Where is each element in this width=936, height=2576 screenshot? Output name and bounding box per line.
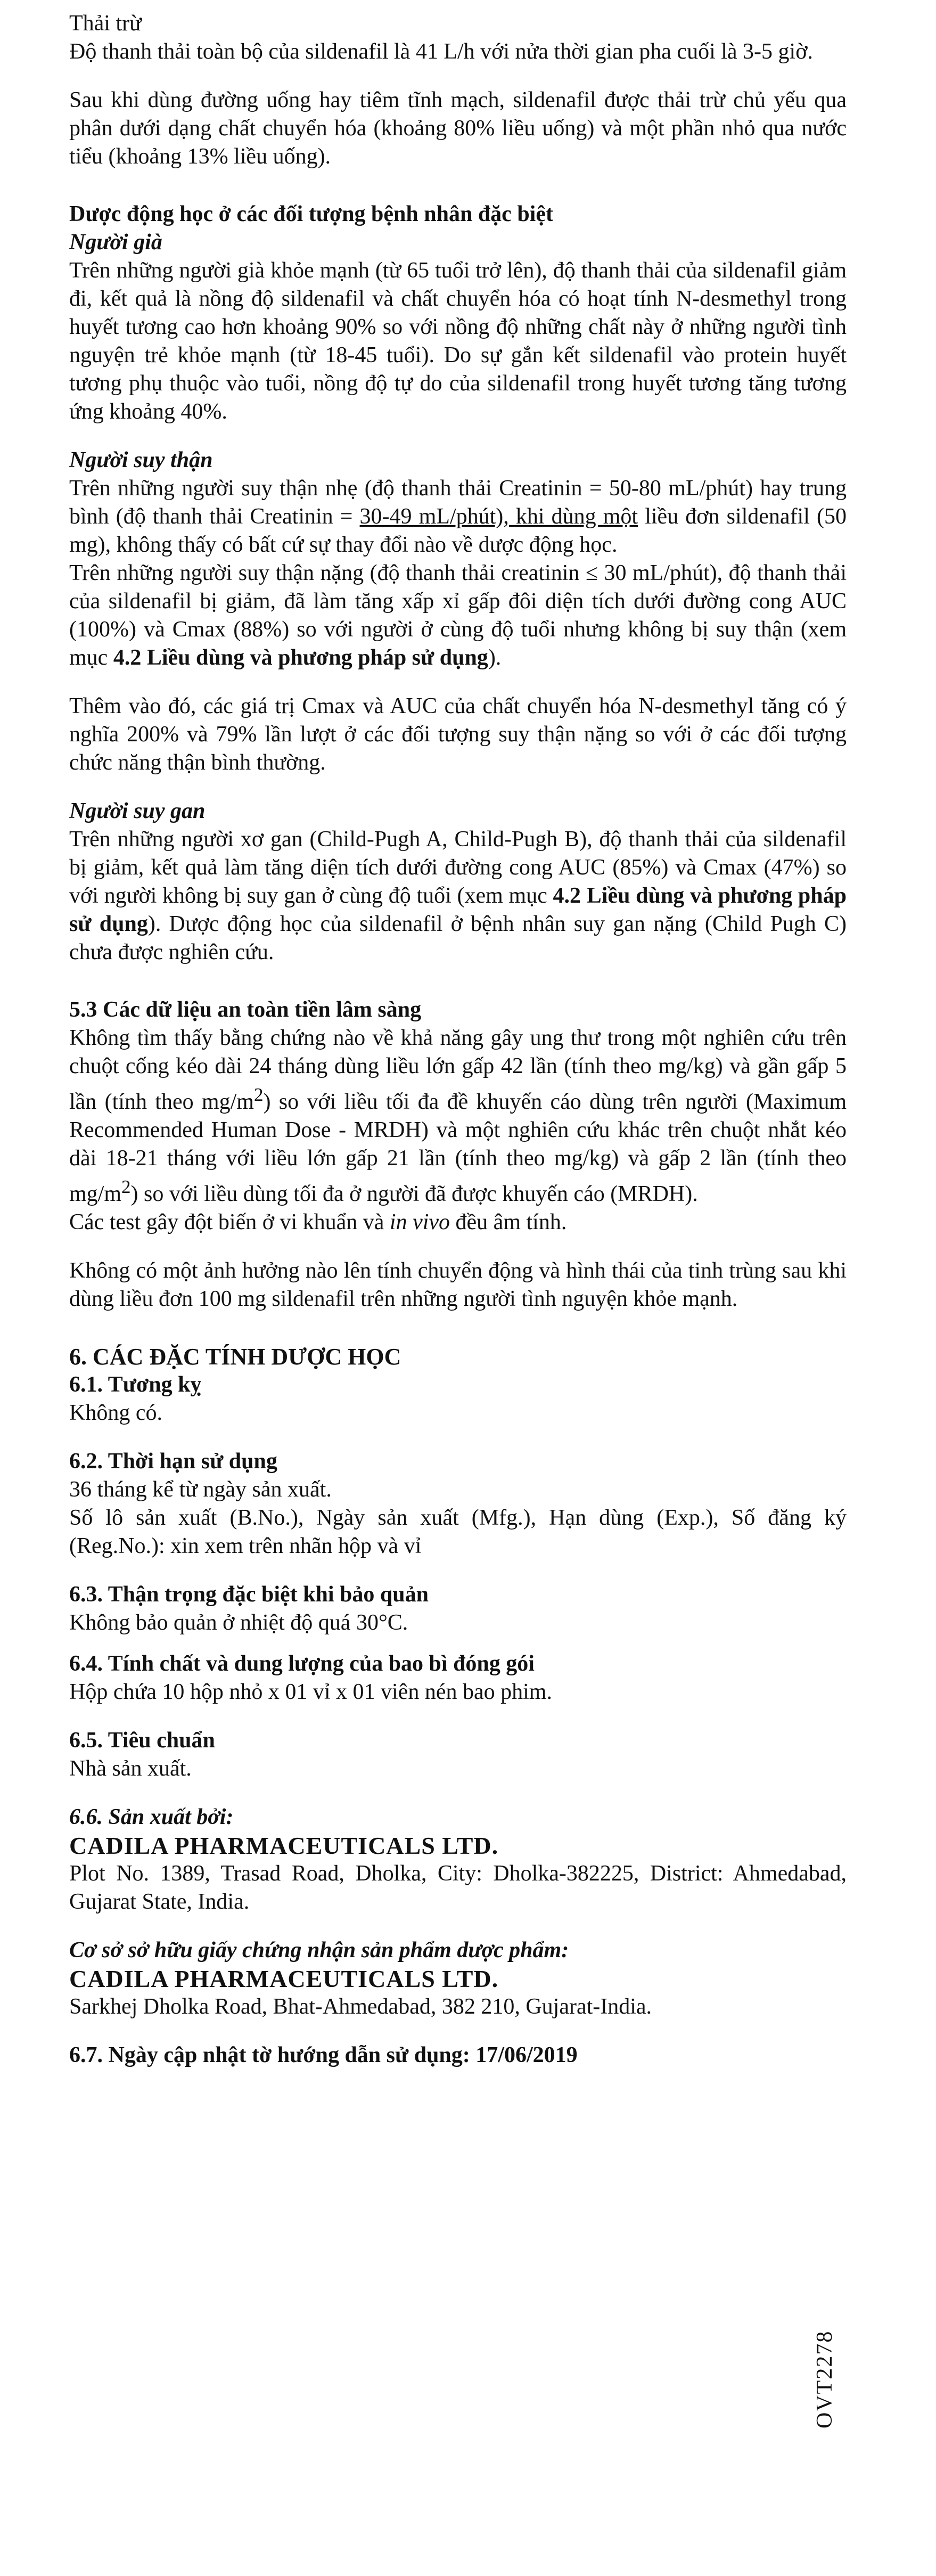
elimination-paragraph-1: Độ thanh thải toàn bộ của sildenafil là 41 L/h với nửa thời gian pha cuối là 3-5 giờ. [69, 39, 813, 64]
elderly-paragraph: Trên những người già khỏe mạnh (từ 65 tuổi trở lên), độ thanh thải của sildenafil giảm đi, kết quả là nồng độ sildenafil và chất chuyển hóa có hoạt tính N-desmethyl trong huyết tương cao hơn khoảng 90% so với nồng độ những chất này ở những người tình nguyện trẻ khỏe mạnh (từ 18-45 tuổi). Do sự gắn kết sildenafil vào protein huyết tương phụ thuộc vào tuổi, nồng độ tự do của sildenafil trong huyết tương tăng tương ứng khoảng 40%. [69, 258, 847, 424]
superscript-2: 2 [121, 1176, 131, 1197]
section-6-4-title: 6.4. Tính chất và dung lượng của bao bì đóng gói [69, 1651, 535, 1676]
preclinical-p1-b: ) so với liều tối đa đề khuyến cáo dùng trên người (Maximum Recommended Human Dose - MRDH) và một nghiên cứu khác trên chuột nhắt kéo dài 18-21 tháng với liều lớn gấp 21 lần (tính theo mg/kg) và gấp 2 lần (tính theo mg/m [69, 1090, 847, 1206]
section-6-3-text: Không bảo quản ở nhiệt độ quá 30°C. [69, 1610, 408, 1635]
renal-p1-underlined: 30-49 mL/phút), khi dùng một [359, 504, 638, 529]
owner-company: CADILA PHARMACEUTICALS LTD. [69, 1965, 499, 1992]
section-6-5-title: 6.5. Tiêu chuẩn [69, 1728, 215, 1753]
document-code: OVT2278 [812, 2330, 837, 2428]
liver-subheading: Người suy gan [69, 799, 206, 823]
section-6-6-title: 6.6. Sản xuất bởi: [69, 1805, 234, 1829]
manufacturer-address: Plot No. 1389, Trasad Road, Dholka, City: Dholka-382225, District: Ahmedabad, Gujarat State, India. [69, 1861, 847, 1914]
renal-p2-dosage-ref: 4.2 Liều dùng và phương pháp sử dụng [113, 645, 488, 670]
section-6-4-text: Hộp chứa 10 hộp nhỏ x 01 vỉ x 01 viên nén bao phim. [69, 1680, 552, 1704]
special-populations-heading: Dược động học ở các đối tượng bệnh nhân đặc biệt [69, 202, 553, 226]
preclinical-paragraph-2 [69, 1208, 847, 1237]
superscript-2: 2 [253, 1084, 264, 1105]
renal-paragraph-1 [69, 475, 847, 559]
section-6-2-title: 6.2. Thời hạn sử dụng [69, 1449, 277, 1474]
liver-dosage-ref: 4.2 Liều dùng và phương pháp sử dụng [69, 884, 847, 936]
preclinical-p1-a: Không tìm thấy bằng chứng nào về khả năng gây ung thư trong một nghiên cứu trên chuột cống kéo dài 24 tháng dùng liều lớn gấp 42 lần (tính theo mg/kg) và gần gấp 5 lần (tính theo mg/m [69, 1026, 847, 1114]
elderly-subheading: Người già [69, 230, 162, 255]
liver-text-a: Trên những người xơ gan (Child-Pugh A, Child-Pugh B), độ thanh thải của sildenafil bị giảm, kết quả làm tăng diện tích dưới đường cong AUC (85%) và Cmax (47%) so với người không bị suy gan ở cùng độ tuổi (xem mục [69, 827, 847, 908]
section-6-5-text: Nhà sản xuất. [69, 1756, 192, 1781]
renal-p2-text-a: Trên những người suy thận nặng (độ thanh thải creatinin ≤ 30 mL/phút), độ thanh thải của sildenafil bị giảm, đã làm tăng xấp xỉ gấp đôi diện tích dưới đường cong AUC (100%) và Cmax (88%) so với người ở cùng độ tuổi nhưng không bị suy thận (xem mục [69, 561, 847, 670]
section-6-2-text-1: 36 tháng kể từ ngày sản xuất. [69, 1477, 332, 1502]
document-page [69, 10, 847, 2070]
renal-paragraph-2 [69, 559, 847, 672]
owner-title: Cơ sở sở hữu giấy chứng nhận sản phẩm dược phẩm: [69, 1938, 569, 1962]
preclinical-p2-b: đều âm tính. [450, 1210, 567, 1234]
preclinical-paragraph-1 [69, 1024, 847, 1208]
section-6-1-text: Không có. [69, 1401, 162, 1425]
section-6-7-revision-date: 6.7. Ngày cập nhật tờ hướng dẫn sử dụng: 17/06/2019 [69, 2043, 578, 2067]
renal-p2-text-b: ). [488, 645, 502, 670]
section-6-1-title: 6.1. Tương kỵ [69, 1372, 202, 1397]
section-6-2-text-2: Số lô sản xuất (B.No.), Ngày sản xuất (Mfg.), Hạn dùng (Exp.), Số đăng ký (Reg.No.): xin xem trên nhãn hộp và vỉ [69, 1506, 847, 1558]
elimination-heading: Thải trừ [69, 11, 142, 36]
preclinical-heading: 5.3 Các dữ liệu an toàn tiền lâm sàng [69, 997, 422, 1022]
renal-subheading: Người suy thận [69, 448, 213, 472]
preclinical-p2-a: Các test gây đột biến ở vi khuẩn và [69, 1210, 390, 1234]
renal-paragraph-3: Thêm vào đó, các giá trị Cmax và AUC của chất chuyển hóa N-desmethyl tăng có ý nghĩa 200% và 79% lần lượt ở các đối tượng suy thận nặng so với ở các đối tượng chức năng thận bình thường. [69, 694, 847, 775]
elimination-paragraph-2: Sau khi dùng đường uống hay tiêm tĩnh mạch, sildenafil được thải trừ chủ yếu qua phân dưới dạng chất chuyển hóa (khoảng 80% liều uống) và một phần nhỏ qua nước tiểu (khoảng 13% liều uống). [69, 88, 847, 169]
owner-address: Sarkhej Dholka Road, Bhat-Ahmedabad, 382 210, Gujarat-India. [69, 1994, 652, 2019]
preclinical-in-vivo: in vivo [389, 1210, 450, 1234]
pharma-heading: 6. CÁC ĐẶC TÍNH DƯỢC HỌC [69, 1344, 401, 1370]
renal-p1-text-a: Trên những người suy thận nhẹ (độ thanh thải Creatinin = 50-80 mL/phút) hay trung bình (độ thanh thải Creatinin = [69, 476, 847, 529]
manufacturer-name: CADILA PHARMACEUTICALS LTD. [69, 1832, 499, 1859]
preclinical-paragraph-3: Không có một ảnh hưởng nào lên tính chuyển động và hình thái của tinh trùng sau khi dùng liều đơn 100 mg sildenafil trên những người tình nguyện khỏe mạnh. [69, 1258, 847, 1311]
liver-paragraph [69, 825, 847, 967]
section-6-3-title: 6.3. Thận trọng đặc biệt khi bảo quản [69, 1582, 429, 1607]
renal-p1-text-b: liều đơn sildenafil (50 mg), không thấy có bất cứ sự thay đổi nào về dược động học. [69, 504, 847, 557]
liver-text-b: ). Dược động học của sildenafil ở bệnh nhân suy gan nặng (Child Pugh C) chưa được nghiên cứu. [69, 912, 847, 964]
preclinical-p1-c: ) so với liều dùng tối đa ở người đã được khuyến cáo (MRDH). [130, 1182, 698, 1206]
